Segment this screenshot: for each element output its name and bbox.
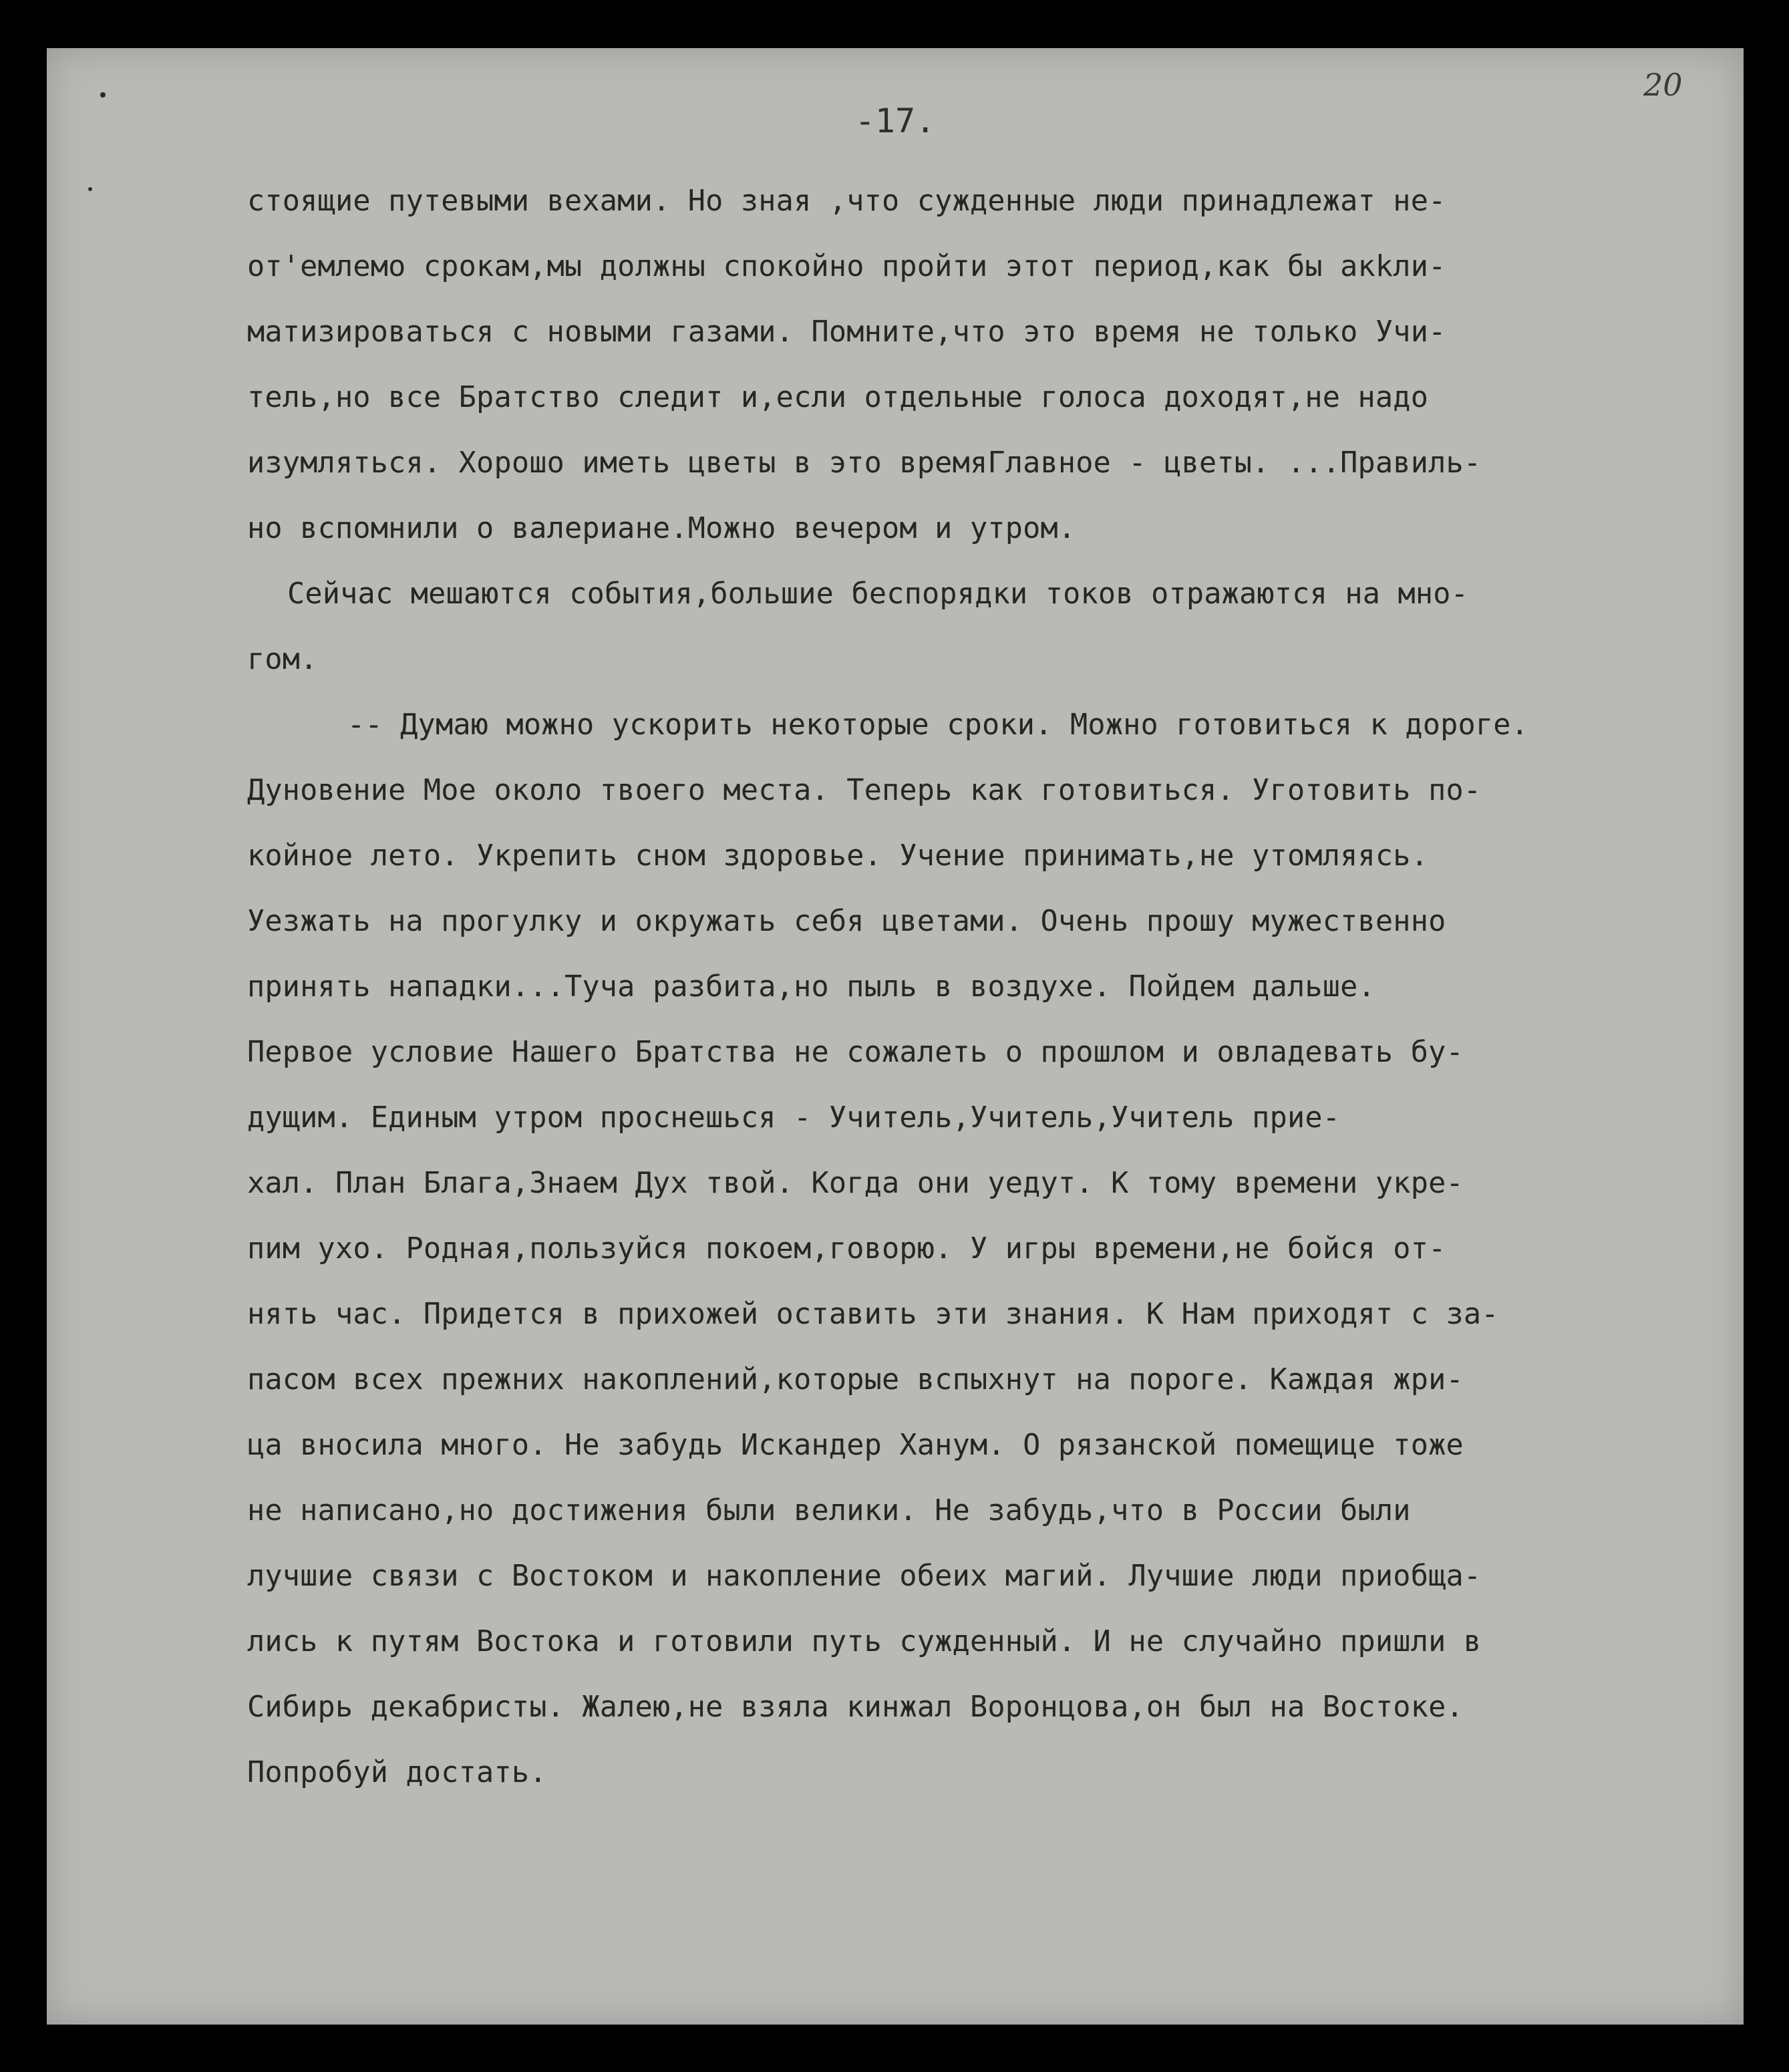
text-line: хал. План Блага,Знаем Дух твой. Когда они уедут. К тому времени укре- [247, 1167, 1464, 1200]
text-line: пасом всех прежних накоплений,которые вспыхнут на пороге. Каждая жри- [247, 1363, 1464, 1396]
text-line: не написано,но достижения были велики. Не забудь,что в России были [247, 1494, 1411, 1527]
text-line: Первое условие Нашего Братства не сожалеть о прошлом и овладевать бу- [247, 1036, 1464, 1069]
text-line: ца вносила много. Не забудь Искандер Ханум. О рязанской помещице тоже [247, 1429, 1464, 1462]
text-line: лись к путям Востока и готовили путь сужденный. И не случайно пришли в [247, 1625, 1482, 1658]
text-line: лучшие связи с Востоком и накопление обеих магий. Лучшие люди приобща- [247, 1560, 1482, 1593]
text-line: стоящие путевыми вехами. Но зная ,что сужденные люди принадлежат не- [247, 184, 1446, 218]
text-line: нять час. Придется в прихожей оставить эти знания. К Нам приходят с за- [247, 1298, 1499, 1331]
document-page [47, 48, 1744, 2025]
text-line: пим ухо. Родная,пользуйся покоем,говорю. У игры времени,не бойся от- [247, 1232, 1446, 1266]
text-line: Попробуй достать. [247, 1756, 547, 1789]
handwritten-page-mark: 20 [1643, 67, 1683, 103]
text-line: принять нападки...Туча разбита,но пыль в воздухе. Пойдем дальше. [247, 970, 1375, 1004]
text-line: Сейчас мешаются события,большие беспорядки токов отражаются на мно- [287, 577, 1469, 611]
page-number: -17. [854, 102, 936, 140]
text-line: -- Думаю можно ускорить некоторые сроки. Можно готовиться к дороге. [347, 708, 1529, 742]
text-line: изумляться. Хорошо иметь цветы в это времяГлавное - цветы. ...Правиль- [247, 446, 1482, 480]
text-line: дущим. Единым утром проснешься - Учитель,Учитель,Учитель прие- [247, 1101, 1341, 1135]
text-line: койное лето. Укрепить сном здоровье. Учение принимать,не утомляясь. [247, 839, 1429, 873]
text-line: гом. [247, 643, 318, 676]
text-line: Сибирь декабристы. Жалею,не взяла кинжал Воронцова,он был на Востоке. [247, 1690, 1464, 1724]
text-line: Дуновение Мое около твоего места. Теперь как готовиться. Уготовить по- [247, 774, 1482, 807]
typed-text-body [247, 168, 1717, 1805]
text-line: от'емлемо срокам,мы должны спокойно пройти этот период,как бы акkли- [247, 250, 1446, 283]
text-line: Уезжать на прогулку и окружать себя цветами. Очень прошу мужественно [247, 905, 1446, 938]
text-line: тель,но все Братство следит и,если отдельные голоса доходят,не надо [247, 381, 1429, 414]
ink-speck [100, 92, 106, 98]
text-line: но вспомнили о валериане.Можно вечером и утром. [247, 512, 1076, 545]
ink-speck [88, 187, 92, 191]
text-line: матизироваться с новыми газами. Помните,что это время не только Учи- [247, 315, 1446, 349]
